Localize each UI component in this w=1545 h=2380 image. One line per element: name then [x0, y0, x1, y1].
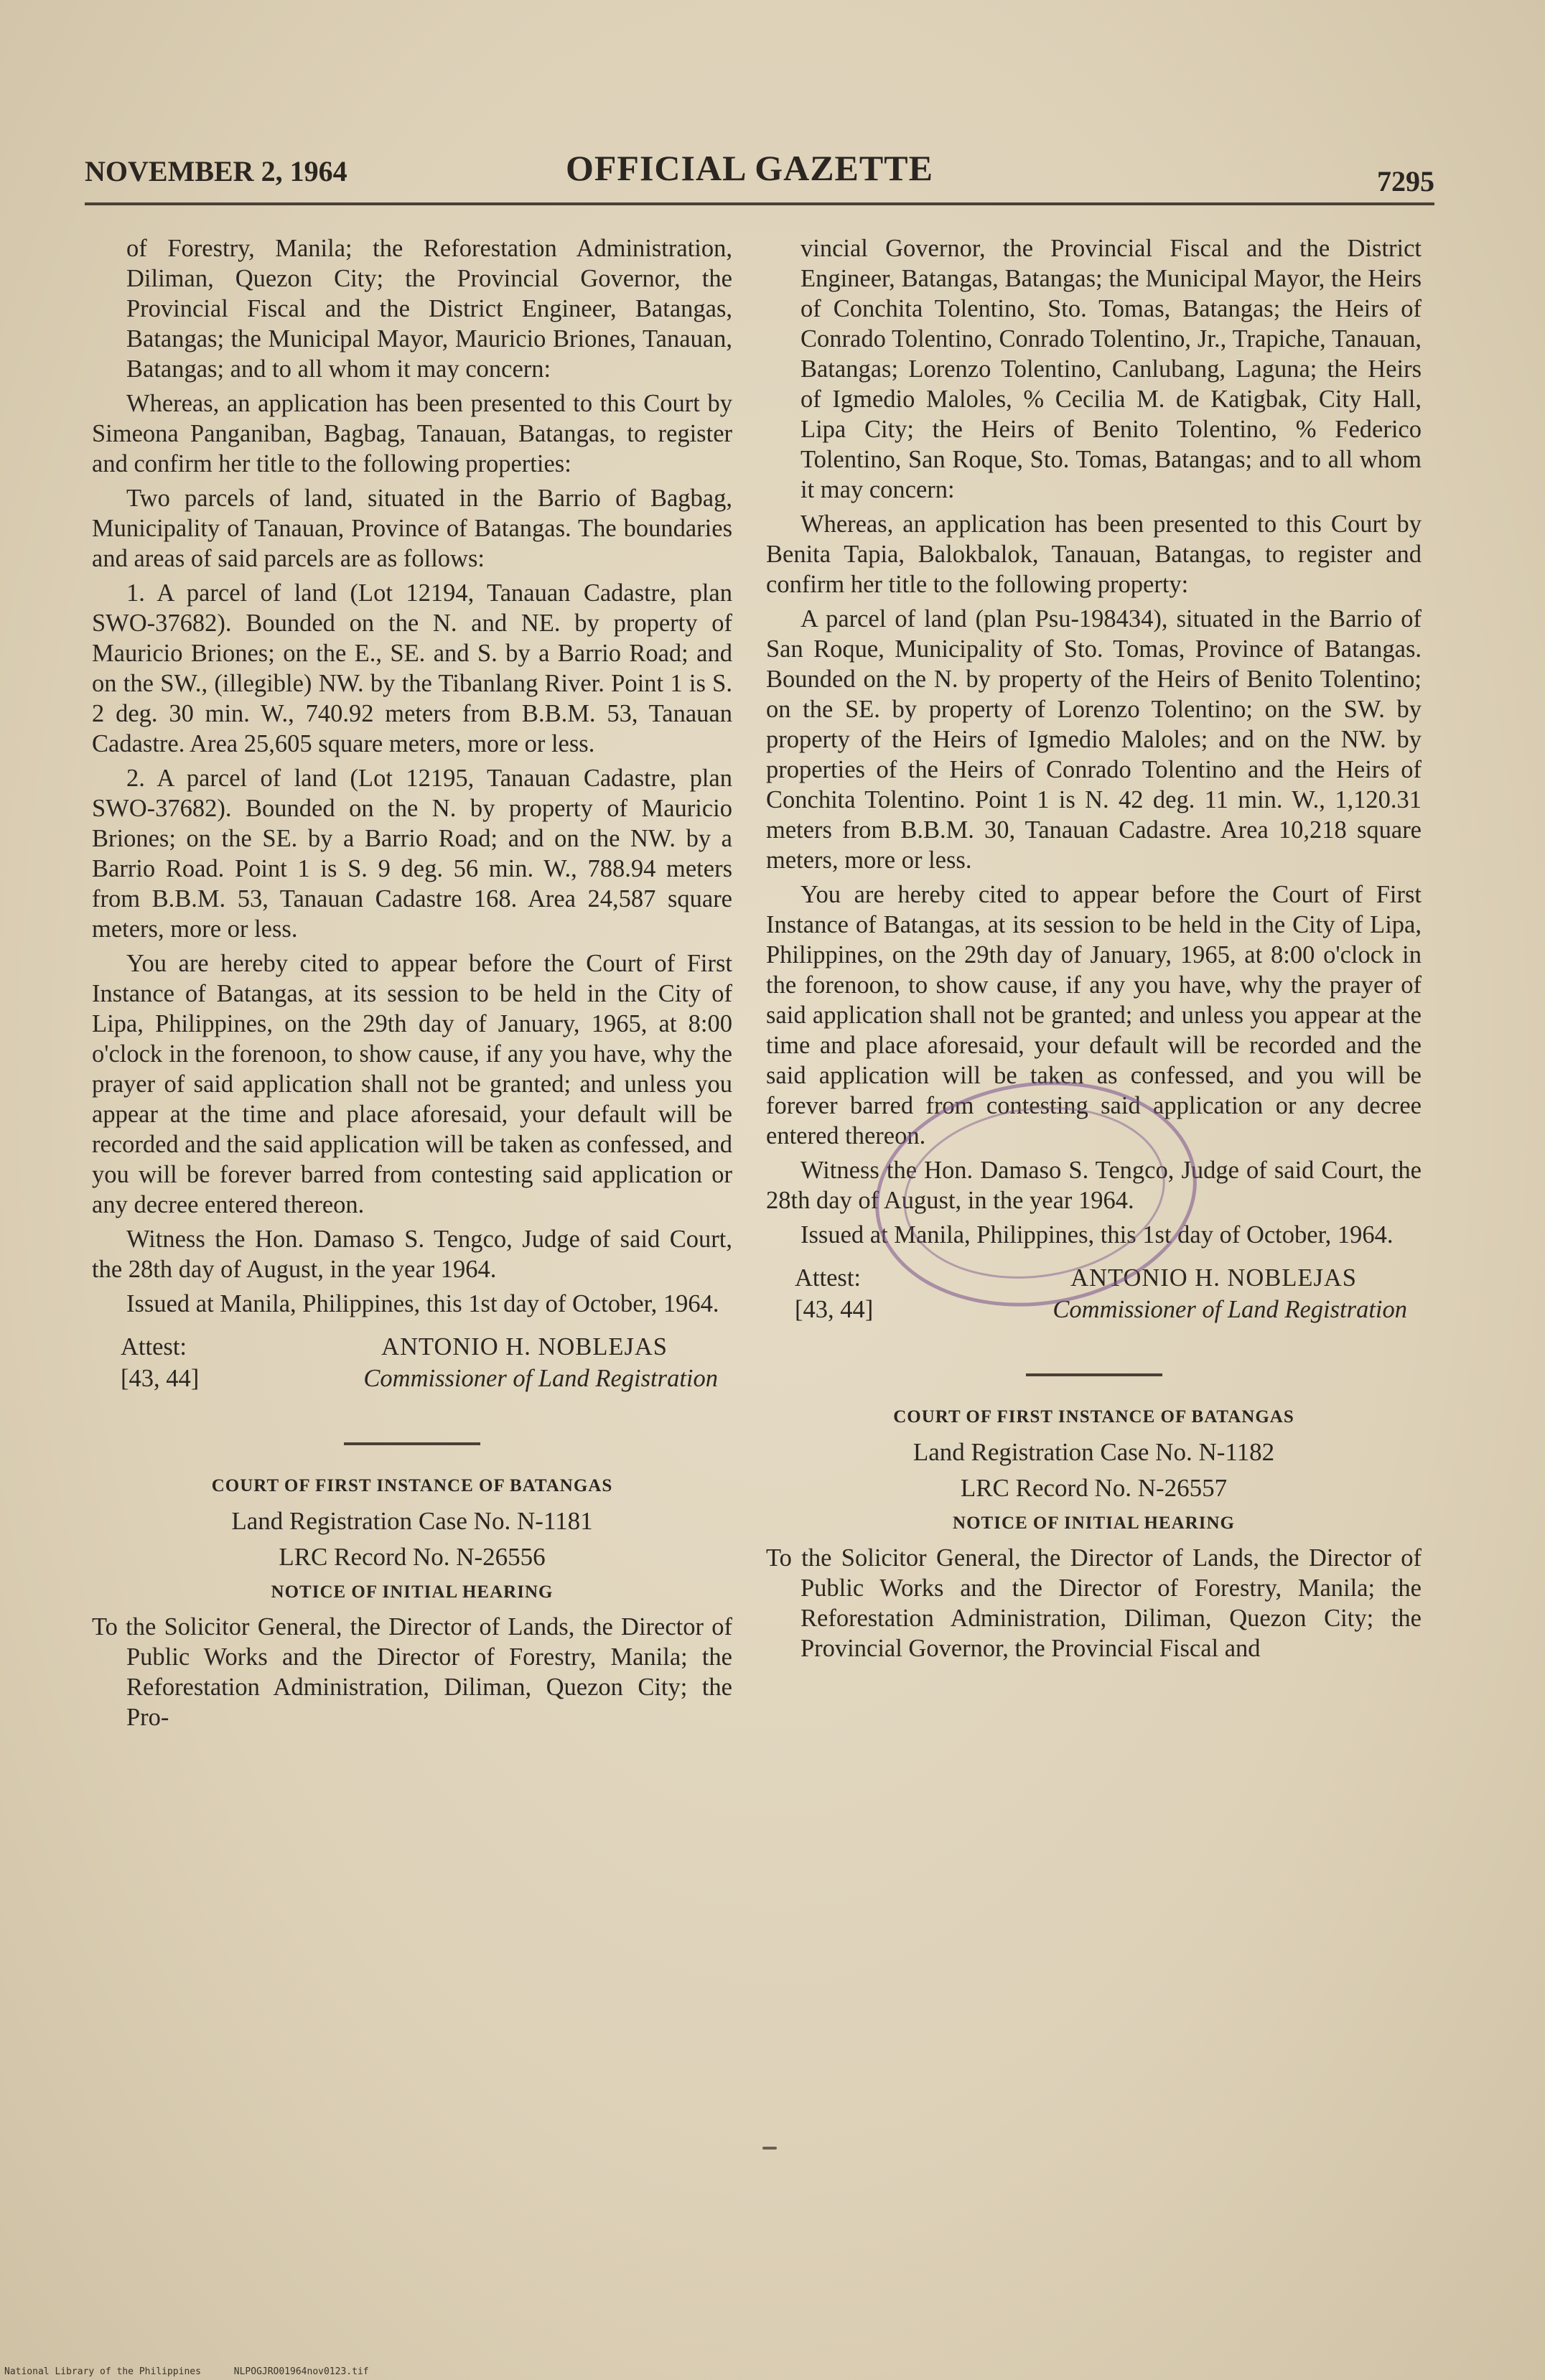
citation-paragraph: You are hereby cited to appear before the Court of First Instance of Batangas, at its session to be held in the City of Lipa, Philippines, on the 29th day of January, 1965, at 8:00 o'clock in the forenoon, to show cause, if any you have, why the prayer of said application shall not be granted; and unless you appear at the time and place aforesaid, your default will be recorded and the said application will be taken as confessed, and you will be forever barred from contesting said application or any decree entered thereon. — [92, 950, 732, 1218]
addressee-paragraph: To the Solicitor General, the Director of Lands, the Director of Public Works and the Director of Forestry, Manila; the Reforestation Administration, Diliman, Quezon City; the Pro- — [92, 1613, 732, 1731]
issued-paragraph: Issued at Manila, Philippines, this 1st day of October, 1964. — [126, 1290, 719, 1317]
reference-number: [43, 44] — [795, 1296, 874, 1323]
attest-label: Attest: — [121, 1333, 187, 1361]
attest-label: Attest: — [795, 1264, 861, 1292]
case-number: Land Registration Case No. N-1181 — [231, 1507, 593, 1535]
library-credit: National Library of the Philippines — [4, 2366, 201, 2377]
signatory-row — [92, 1363, 732, 1395]
whereas-paragraph: Whereas, an application has been presented to this Court by Simeona Panganiban, Bagbag, Tanauan, Batangas, to register and confirm her title to the following properties: — [92, 390, 732, 477]
case-number: Land Registration Case No. N-1182 — [912, 1438, 1275, 1466]
issue-date: NOVEMBER 2, 1964 — [85, 155, 347, 187]
publication-title: OFFICIAL GAZETTE — [566, 148, 933, 188]
library-stamp-inner-ring — [892, 1091, 1176, 1295]
court-heading: COURT OF FIRST INSTANCE OF BATANGAS — [893, 1407, 1294, 1427]
scan-filename: NLPOGJRO01964nov0123.tif — [233, 2366, 369, 2377]
right-column — [766, 233, 1422, 1668]
notice-heading: NOTICE OF INITIAL HEARING — [953, 1513, 1235, 1533]
parcel-2: 2. A parcel of land (Lot 12195, Tanauan Cadastre, plan SWO-37682). Bounded on the N. by property of Mauricio Briones; on the SE. by a Barrio Road; and on the NW. by a Barrio Road. Point 1 is S. 9 deg. 56 min. W., 788.94 meters from B.B.M. 53, Tanauan Cadastre 168. Area 24,587 square meters, more or less. — [92, 765, 732, 943]
signatory-name: ANTONIO H. NOBLEJAS — [1070, 1264, 1357, 1292]
parcel-1: 1. A parcel of land (Lot 12194, Tanauan Cadastre, plan SWO-37682). Bounded on the N. and NE. by property of Mauricio Briones; on the E., SE. and S. by a Barrio Road; and on the SW., (illegible) NW. by the Tibanlang River. Point 1 is S. 2 deg. 30 min. W., 740.92 meters from B.B.M. 53, Tanauan Cadastre. Area 25,605 square meters, more or less. — [92, 579, 732, 757]
scan-footer — [4, 2366, 396, 2377]
whereas-paragraph: Whereas, an application has been presented to this Court by Benita Tapia, Balokbalok, Tanauan, Batangas, to register and confirm her title to the following property: — [766, 510, 1422, 598]
attest-row — [92, 1332, 732, 1363]
reference-number: [43, 44] — [121, 1365, 200, 1392]
signatory-title: Commissioner of Land Registration — [1052, 1296, 1407, 1323]
record-number: LRC Record No. N-26557 — [960, 1474, 1228, 1502]
section-divider — [1026, 1373, 1162, 1376]
signatory-name: ANTONIO H. NOBLEJAS — [381, 1333, 668, 1361]
section-divider — [344, 1442, 480, 1445]
page-header — [85, 147, 1434, 205]
issued-paragraph: Issued at Manila, Philippines, this 1st day of October, 1964. — [800, 1221, 1394, 1249]
addressee-continuation: vincial Governor, the Provincial Fiscal and the District Engineer, Batangas, Batangas; the Municipal Mayor, the Heirs of Conchita Tolentino, Sto. Tomas, Batangas; the Heirs of Conrado Tolentino, Conrado Tolentino, Jr., Trapiche, Tanauan, Batangas; Lorenzo Tolentino, Canlubang, Laguna; the Heirs of Igmedio Maloles, % Cecilia M. de Katigbak, City Hall, Lipa City; the Heirs of Benito Tolentino, % Federico Tolentino, San Roque, Sto. Tomas, Batangas; and to all whom it may concern: — [800, 235, 1422, 503]
notice-heading: NOTICE OF INITIAL HEARING — [271, 1582, 554, 1602]
court-heading: COURT OF FIRST INSTANCE OF BATANGAS — [211, 1476, 613, 1495]
record-number: LRC Record No. N-26556 — [279, 1543, 546, 1571]
signatory-row — [766, 1294, 1422, 1326]
header-rule — [85, 202, 1434, 205]
addressee-continuation: of Forestry, Manila; the Reforestation Administration, Diliman, Quezon City; the Provincial Governor, the Provincial Fiscal and the District Engineer, Batangas, Batangas; the Municipal Mayor, Mauricio Briones, Tanauan, Batangas; and to all whom it may concern: — [126, 235, 732, 383]
addressee-paragraph: To the Solicitor General, the Director of Lands, the Director of Public Works and the Director of Forestry, Manila; the Reforestation Administration, Diliman, Quezon City; the Provincial Governor, the Provincial Fiscal and — [766, 1544, 1422, 1662]
signatory-title: Commissioner of Land Registration — [363, 1365, 718, 1392]
parcel-description: A parcel of land (plan Psu-198434), situated in the Barrio of San Roque, Municipality of Sto. Tomas, Province of Batangas. Bounded on the N. by property of the Heirs of Benito Tolentino; on the SE. by property of Lorenzo Tolentino; on the SW. by property of the Heirs of Igmedio Maloles; and on the NW. by properties of the Heirs of Conrado Tolentino and the Heirs of Conchita Tolentino. Point 1 is N. 42 deg. 11 min. W., 1,120.31 meters from B.B.M. 30, Tanauan Cadastre. Area 10,218 square meters, more or less. — [766, 605, 1422, 874]
citation-paragraph: You are hereby cited to appear before the Court of First Instance of Batangas, at its session to be held in the City of Lipa, Philippines, on the 29th day of January, 1965, at 8:00 o'clock in the forenoon, to show cause, if any you have, why the prayer of said application shall not be granted; and unless you appear at the time and place aforesaid, your default will be recorded and the said application will be taken as confessed, and you will be forever barred from contesting said application or any decree entered thereon. — [766, 881, 1422, 1149]
page-number: 7295 — [1377, 165, 1434, 197]
witness-paragraph: Witness the Hon. Damaso S. Tengco, Judge of said Court, the 28th day of August, in the year 1964. — [92, 1226, 732, 1283]
witness-paragraph: Witness the Hon. Damaso S. Tengco, Judge of said Court, the 28th day of August, in the year 1964. — [766, 1157, 1422, 1214]
ink-mark — [762, 2147, 777, 2150]
left-column — [92, 233, 732, 1737]
parcels-intro: Two parcels of land, situated in the Barrio of Bagbag, Municipality of Tanauan, Province of Batangas. The boundaries and areas of said parcels are as follows: — [92, 485, 732, 572]
